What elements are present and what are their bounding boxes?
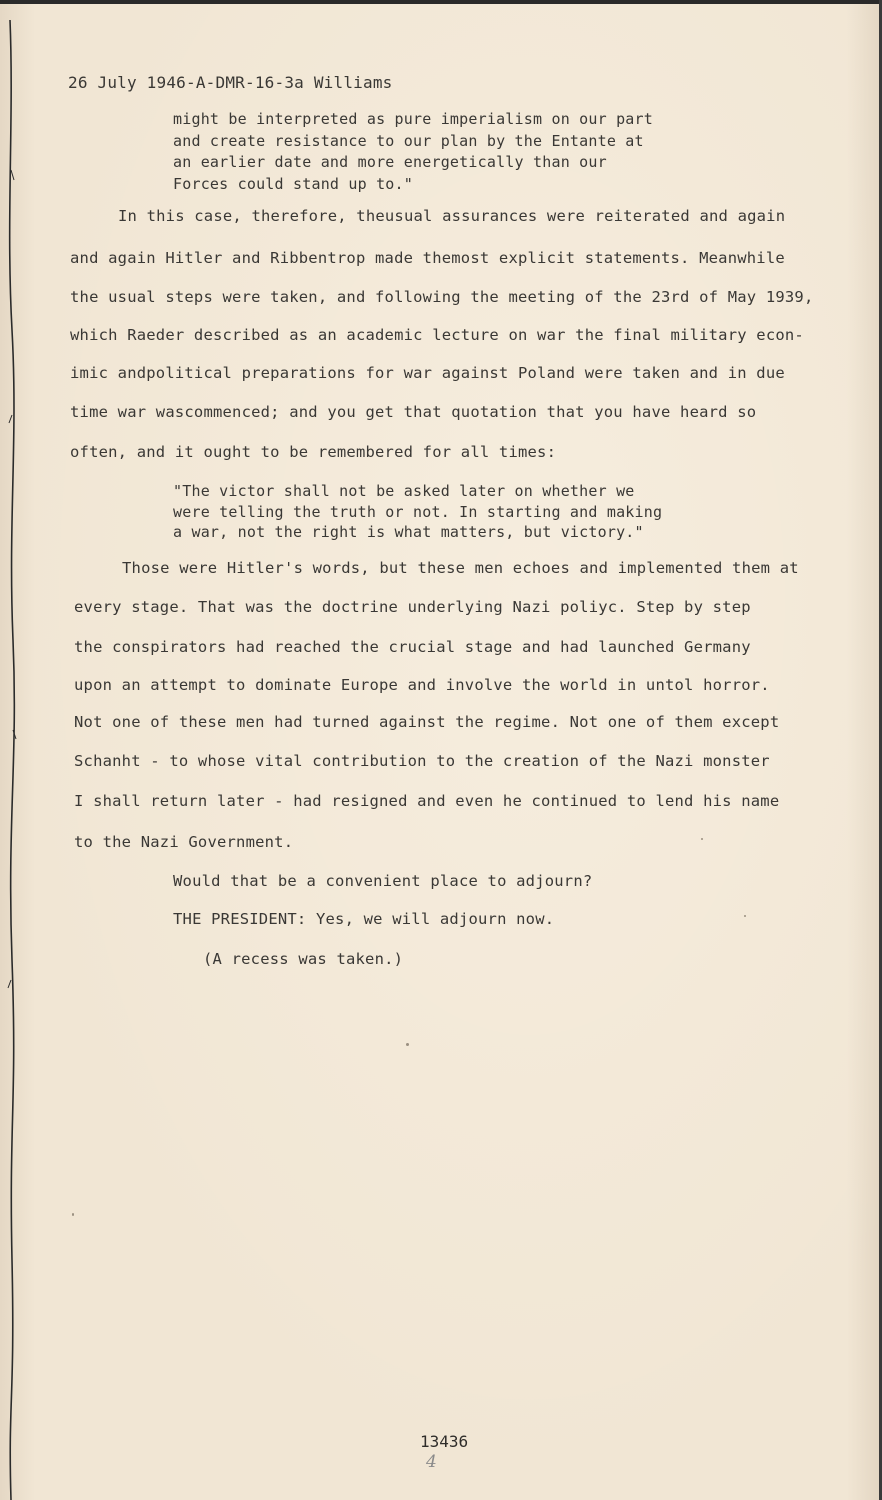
- paragraph-two-line-5: Not one of these men had turned against the regime. Not one of them except: [74, 713, 780, 731]
- paragraph-one-line-7: often, and it ought to be remembered for all times:: [70, 443, 557, 461]
- scan-speck: [744, 915, 746, 917]
- document-header: 26 July 1946-A-DMR-16-3a Williams: [68, 73, 393, 92]
- quote-one-line-3: an earlier date and more energetically than our: [173, 153, 607, 171]
- quote-one-line-1: might be interpreted as pure imperialism on our part: [173, 110, 653, 128]
- paragraph-two-line-3: the conspirators had reached the crucial stage and had launched Germany: [74, 638, 751, 656]
- quote-two-line-2: were telling the truth or not. In starting and making: [173, 503, 663, 521]
- paragraph-two-line-2: every stage. That was the doctrine underlying Nazi poliyc. Step by step: [74, 598, 751, 616]
- paragraph-one-line-6: time war wascommenced; and you get that quotation that you have heard so: [70, 403, 757, 421]
- paragraph-two-line-8: to the Nazi Government.: [74, 833, 294, 851]
- quote-one-line-2: and create resistance to our plan by the Entante at: [173, 132, 644, 150]
- paragraph-two-line-7: I shall return later - had resigned and even he continued to lend his name: [74, 792, 780, 810]
- scan-top-edge: [0, 0, 882, 4]
- paragraph-one-line-1: In this case, therefore, theusual assurances were reiterated and again: [118, 207, 786, 225]
- page-number: 13436: [420, 1432, 469, 1451]
- quote-two-line-1: "The victor shall not be asked later on whether we: [173, 482, 635, 500]
- scan-speck: [701, 838, 703, 840]
- paragraph-two-line-1: Those were Hitler's words, but these men echoes and implemented them at: [122, 559, 799, 577]
- paragraph-one-line-4: which Raeder described as an academic lecture on war the final military econ-: [70, 326, 804, 344]
- binding-edge-line: [0, 0, 22, 1500]
- handwritten-page-number: 4: [426, 1452, 437, 1472]
- scan-speck: [406, 1043, 409, 1046]
- paragraph-one-line-3: the usual steps were taken, and following the meeting of the 23rd of May 1939,: [70, 288, 814, 306]
- recess-note: (A recess was taken.): [203, 950, 404, 968]
- quote-two-line-3: a war, not the right is what matters, but victory.": [173, 523, 644, 541]
- paragraph-one-line-5: imic andpolitical preparations for war against Poland were taken and in due: [70, 364, 785, 382]
- president-response: THE PRESIDENT: Yes, we will adjourn now.: [173, 910, 555, 928]
- scan-speck: [72, 1213, 74, 1216]
- closing-question: Would that be a convenient place to adjourn?: [173, 872, 593, 890]
- paragraph-two-line-4: upon an attempt to dominate Europe and involve the world in untol horror.: [74, 676, 770, 694]
- quote-one-line-4: Forces could stand up to.": [173, 175, 413, 193]
- paragraph-two-line-6: Schanht - to whose vital contribution to the creation of the Nazi monster: [74, 752, 770, 770]
- paragraph-one-line-2: and again Hitler and Ribbentrop made themost explicit statements. Meanwhile: [70, 249, 785, 267]
